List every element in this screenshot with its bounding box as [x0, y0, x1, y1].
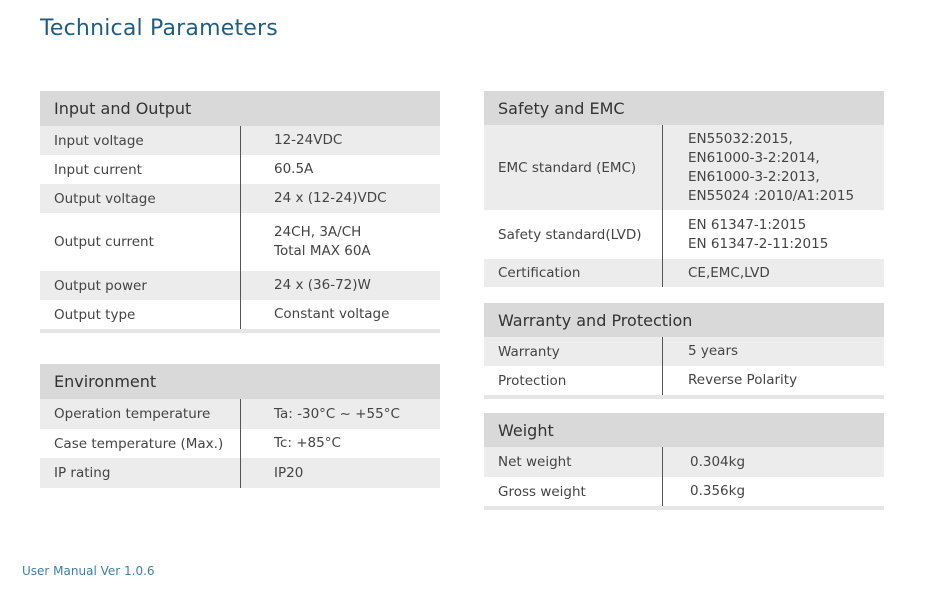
row-value: EN 61347-1:2015 EN 61347-2-11:2015 — [688, 216, 829, 252]
row-value: 12-24VDC — [274, 132, 343, 148]
input-output-table — [40, 91, 440, 333]
row-value: Reverse Polarity — [688, 372, 798, 388]
row-label: Input voltage — [54, 132, 144, 149]
table-row — [484, 366, 884, 395]
safety-emc-heading: Safety and EMC — [484, 91, 884, 125]
row-value: 0.304kg — [690, 453, 746, 470]
row-label: IP rating — [54, 465, 111, 481]
row-label: Output type — [54, 306, 136, 323]
footer-version: User Manual Ver 1.0.6 — [22, 564, 155, 578]
warranty-heading: Warranty and Protection — [484, 303, 884, 337]
row-label: Case temperature (Max.) — [54, 435, 224, 452]
row-label: Output voltage — [54, 190, 156, 207]
row-label: Input current — [54, 161, 142, 178]
environment-table — [40, 364, 440, 488]
row-value: 0.356kg — [690, 483, 746, 499]
row-label: Certification — [498, 265, 581, 281]
row-value: Constant voltage — [274, 306, 390, 322]
row-value: 24 x (36-72)W — [274, 277, 371, 293]
row-value: CE,EMC,LVD — [688, 264, 770, 281]
table-row — [484, 259, 884, 287]
row-label: Protection — [498, 372, 567, 389]
row-label: Output power — [54, 277, 147, 294]
row-label: Output current — [54, 234, 154, 250]
safety-emc-table — [484, 91, 884, 287]
table-row — [484, 210, 884, 259]
environment-heading: Environment — [40, 364, 440, 399]
column-divider — [240, 399, 241, 488]
column-divider — [240, 126, 241, 329]
row-label: Net weight — [498, 454, 572, 470]
input-output-heading: Input and Output — [40, 91, 440, 126]
weight-heading: Weight — [484, 413, 884, 447]
row-value: EN55032:2015, EN61000-3-2:2014, EN61000-3-2:2013, EN55024 :2010/A1:2015 — [688, 130, 855, 204]
row-value: 24 x (12-24)VDC — [274, 190, 387, 206]
column-divider — [662, 125, 663, 287]
row-value: 5 years — [688, 343, 739, 359]
row-value: IP20 — [274, 464, 304, 481]
row-value: Ta: -30°C ~ +55°C — [274, 405, 400, 422]
row-label: Safety standard(LVD) — [498, 226, 642, 243]
row-label: Operation temperature — [54, 406, 211, 422]
row-value: Tc: +85°C — [274, 435, 341, 451]
row-label: EMC standard (EMC) — [498, 159, 637, 176]
table-row — [484, 447, 884, 477]
row-value: 24CH, 3A/CH Total MAX 60A — [274, 224, 371, 259]
row-label: Gross weight — [498, 483, 586, 500]
table-bottom-bar — [484, 506, 884, 510]
column-divider — [662, 447, 663, 506]
weight-table — [484, 413, 884, 510]
page-title: Technical Parameters — [40, 16, 278, 41]
table-row — [484, 337, 884, 366]
row-label: Warranty — [498, 343, 560, 360]
table-row — [484, 477, 884, 506]
column-divider — [662, 337, 663, 395]
table-row — [484, 125, 884, 210]
warranty-table — [484, 303, 884, 399]
table-bottom-bar — [40, 329, 440, 333]
row-value: 60.5A — [274, 161, 314, 177]
table-bottom-bar — [484, 395, 884, 399]
